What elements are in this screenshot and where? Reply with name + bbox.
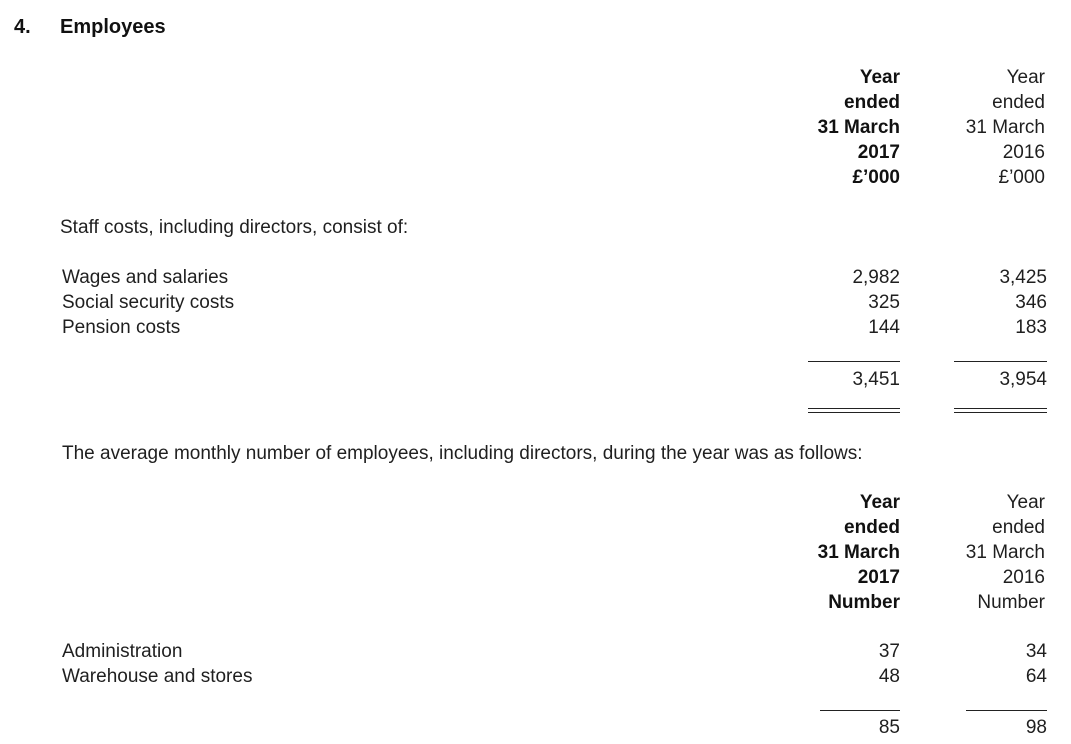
header-line: ended (992, 92, 1045, 113)
total-double-rule-current (808, 408, 900, 413)
row-current-pension: 144 (868, 317, 900, 338)
row-label-wages: Wages and salaries (62, 267, 229, 288)
employees-total-current: 85 (878, 717, 900, 738)
row-label-social-security: Social security costs (62, 292, 235, 313)
row-prior-pension: 183 (1015, 317, 1047, 338)
employees-intro: The average monthly number of employees, including directors, during the year was as follows: (62, 443, 863, 464)
row-prior-wages: 3,425 (999, 267, 1047, 288)
row-label-pension: Pension costs (62, 317, 181, 338)
header-line: 2017 (857, 567, 900, 588)
header-line: Year (1006, 67, 1045, 88)
header-line: ended (992, 517, 1045, 538)
staff-costs-header-current (818, 65, 900, 190)
header-line: Year (859, 492, 900, 513)
row-current-social-security: 325 (868, 292, 900, 313)
header-line: £’000 (852, 167, 900, 188)
row-current-wages: 2,982 (852, 267, 900, 288)
total-double-rule-prior (954, 408, 1047, 413)
row-current-administration: 37 (878, 641, 900, 662)
staff-costs-header-prior (966, 65, 1045, 190)
header-line: £’000 (998, 167, 1045, 188)
header-line: 31 March (817, 117, 900, 138)
section-title: Employees (60, 16, 166, 38)
header-line: 31 March (965, 117, 1045, 138)
header-line: 31 March (817, 542, 900, 563)
header-line: Number (828, 592, 900, 613)
employees-header-prior (966, 490, 1045, 615)
header-line: 2016 (1002, 142, 1045, 163)
header-line: 2016 (1002, 567, 1045, 588)
section-number: 4. (14, 16, 31, 38)
header-line: ended (844, 517, 900, 538)
header-line: 2017 (857, 142, 900, 163)
employees-subtotal-rule-current (820, 710, 900, 711)
employees-total-prior: 98 (1025, 717, 1047, 738)
header-line: 31 March (965, 542, 1045, 563)
subtotal-rule-current (808, 361, 900, 362)
subtotal-rule-prior (954, 361, 1047, 362)
row-prior-warehouse: 64 (1025, 666, 1047, 687)
row-prior-social-security: 346 (1015, 292, 1047, 313)
total-current: 3,451 (852, 369, 900, 390)
row-current-warehouse: 48 (878, 666, 900, 687)
header-line: Year (859, 67, 900, 88)
header-line: Number (977, 592, 1045, 613)
row-label-administration: Administration (62, 641, 183, 662)
header-line: Year (1006, 492, 1045, 513)
total-prior: 3,954 (999, 369, 1047, 390)
row-label-warehouse: Warehouse and stores (62, 666, 253, 687)
employees-subtotal-rule-prior (966, 710, 1047, 711)
employees-header-current (818, 490, 900, 615)
row-prior-administration: 34 (1025, 641, 1047, 662)
staff-costs-intro: Staff costs, including directors, consist of: (60, 217, 409, 238)
header-line: ended (844, 92, 900, 113)
